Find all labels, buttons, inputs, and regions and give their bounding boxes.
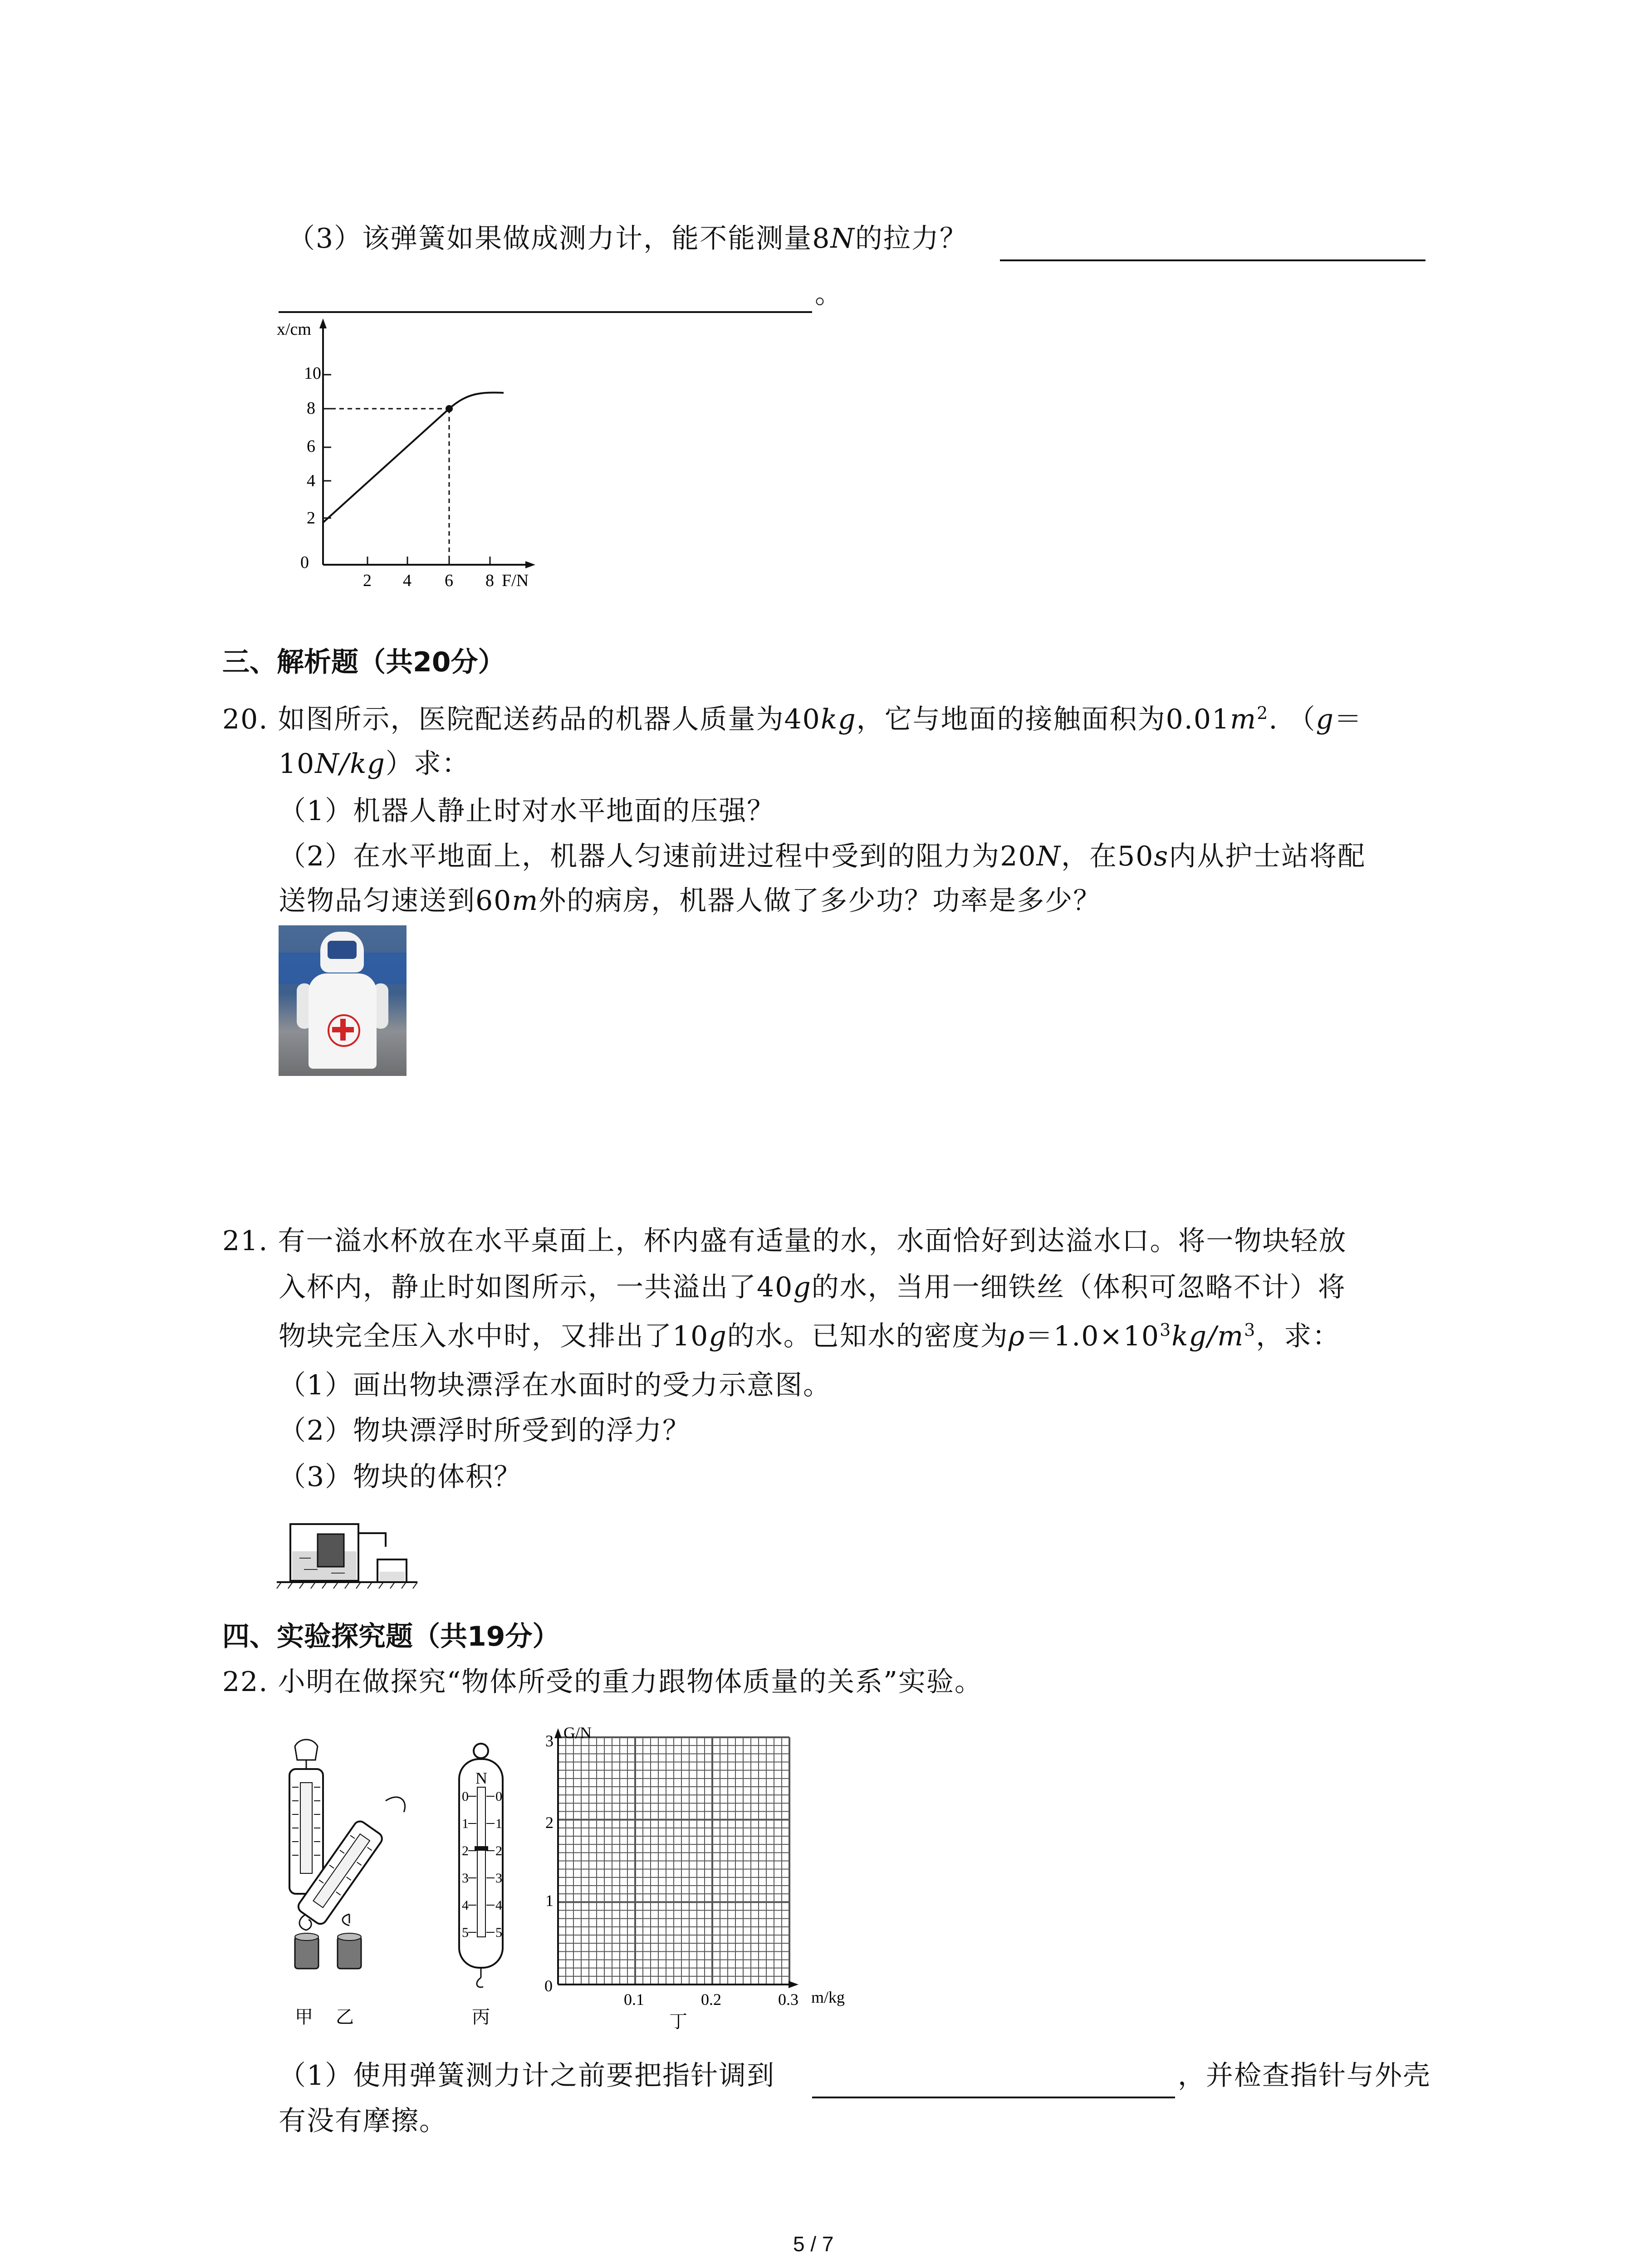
robot-photo bbox=[279, 925, 407, 1076]
q22-sub1-line1: （1）使用弹簧测力计之前要把指针调到 bbox=[279, 2060, 775, 2092]
fig-label-bing: 丙 bbox=[472, 2007, 490, 2027]
weight-mass-grid bbox=[531, 1715, 876, 2032]
q20-sub2-line1: （2）在水平地面上，机器人匀速前进过程中受到的阻力为20N，在50s内从护士站将配 bbox=[279, 841, 1366, 872]
q20-line1: 20. 如图所示，医院配送药品的机器人质量为40kg，它与地面的接触面积为$0.01m^2$. （g＝ bbox=[222, 703, 1362, 735]
svg-text:0: 0 bbox=[300, 553, 309, 572]
svg-text:5: 5 bbox=[462, 1925, 469, 1940]
svg-text:10: 10 bbox=[304, 364, 321, 383]
svg-text:0.2: 0.2 bbox=[701, 1990, 721, 2009]
svg-text:0: 0 bbox=[462, 1789, 469, 1804]
q22-sub1-line2: 有没有摩擦。 bbox=[279, 2105, 447, 2137]
q21-line2: 入杯内，静止时如图所示，一共溢出了40g的水，当用一细铁丝（体积可忽略不计）将 bbox=[279, 1271, 1346, 1303]
fig-label-yi: 乙 bbox=[336, 2007, 354, 2027]
svg-text:4: 4 bbox=[403, 571, 411, 590]
q21-sub2: （2）物块漂浮时所受到的浮力？ bbox=[279, 1415, 691, 1447]
q19-end-mark: 。 bbox=[815, 278, 843, 310]
svg-text:6: 6 bbox=[307, 437, 315, 456]
svg-text:3: 3 bbox=[495, 1871, 502, 1886]
q21-sub1: （1）画出物块漂浮在水面时的受力示意图。 bbox=[279, 1369, 832, 1401]
fig-label-ding: 丁 bbox=[669, 2011, 687, 2032]
page-number: 5 / 7 bbox=[793, 2232, 834, 2256]
fig-label-jia: 甲 bbox=[295, 2007, 313, 2027]
svg-text:3: 3 bbox=[545, 1732, 554, 1750]
svg-text:8: 8 bbox=[307, 399, 315, 418]
answer-blank-q22-1[interactable] bbox=[812, 2097, 1175, 2098]
section-4-title: 四、实验探究题（共19分） bbox=[222, 1621, 560, 1652]
graph1-ylabel: x/cm bbox=[277, 320, 311, 339]
spring-graph bbox=[272, 308, 554, 590]
svg-text:4: 4 bbox=[462, 1898, 469, 1913]
q20-sub2-line2: 送物品匀速送到60m外的病房，机器人做了多少功？功率是多少？ bbox=[279, 885, 1102, 917]
overflow-cup-figure bbox=[272, 1506, 426, 1592]
svg-text:2: 2 bbox=[363, 571, 372, 590]
q22-line1: 22. 小明在做探究“物体所受的重力跟物体质量的关系”实验。 bbox=[222, 1666, 983, 1698]
svg-text:1: 1 bbox=[462, 1816, 469, 1831]
svg-text:2: 2 bbox=[545, 1813, 554, 1832]
q20-line2: 10N/kg）求： bbox=[279, 748, 470, 780]
svg-text:5: 5 bbox=[495, 1925, 502, 1940]
svg-text:2: 2 bbox=[495, 1843, 502, 1858]
graph1-xlabel: F/N bbox=[502, 571, 529, 590]
svg-text:0.3: 0.3 bbox=[778, 1990, 798, 2009]
svg-text:2: 2 bbox=[307, 508, 315, 528]
q22-sub1-line1-end: ，并检查指针与外壳 bbox=[1178, 2060, 1431, 2092]
grid-xlabel: m/kg bbox=[811, 1988, 845, 2006]
svg-text:0.1: 0.1 bbox=[624, 1990, 644, 2009]
svg-text:1: 1 bbox=[495, 1816, 502, 1831]
q21-line1: 21. 有一溢水杯放在水平桌面上，杯内盛有适量的水，水面恰好到达溢水口。将一物块轻放 bbox=[222, 1225, 1347, 1257]
spring-scale-figures bbox=[272, 1733, 526, 2032]
svg-text:8: 8 bbox=[485, 571, 494, 590]
q21-sub3: （3）物块的体积？ bbox=[279, 1461, 522, 1493]
svg-text:2: 2 bbox=[462, 1843, 469, 1858]
q21-line3: 物块完全压入水中时，又排出了10g的水。已知水的密度为$\rho=1.0\times 10^3kg/m^3$，求： bbox=[279, 1320, 1341, 1352]
section-3-title: 三、解析题（共20分） bbox=[222, 646, 505, 678]
svg-text:4: 4 bbox=[307, 471, 315, 490]
q19-sub3-line: （3）该弹簧如果做成测力计，能不能测量8N的拉力？ bbox=[288, 223, 968, 254]
grid-ylabel: G/N bbox=[563, 1724, 592, 1742]
svg-text:N: N bbox=[475, 1769, 487, 1787]
svg-text:0: 0 bbox=[544, 1977, 553, 1995]
svg-text:6: 6 bbox=[445, 571, 453, 590]
answer-blank-q19-a[interactable] bbox=[1000, 259, 1425, 261]
svg-text:0: 0 bbox=[495, 1789, 502, 1804]
svg-text:4: 4 bbox=[495, 1898, 502, 1913]
q20-sub1: （1）机器人静止时对水平地面的压强？ bbox=[279, 795, 775, 827]
svg-text:3: 3 bbox=[462, 1871, 469, 1886]
svg-text:1: 1 bbox=[545, 1892, 554, 1910]
